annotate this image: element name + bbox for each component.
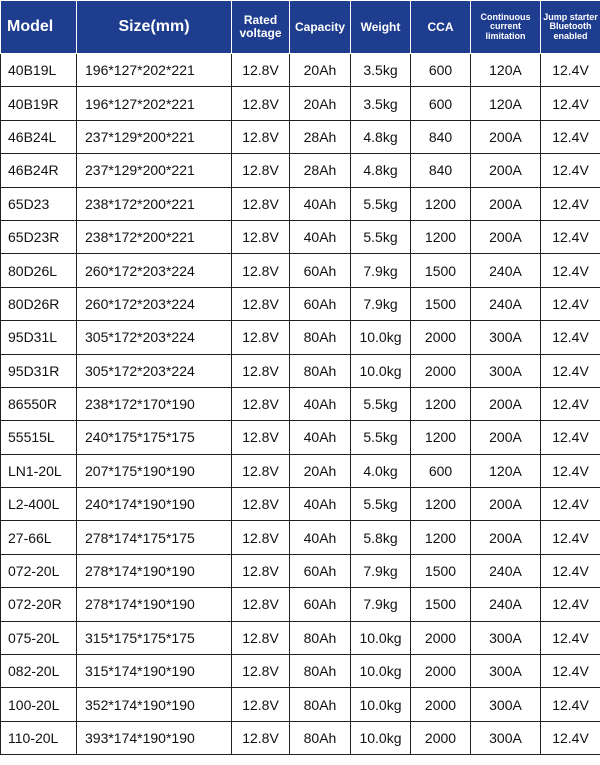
table-row [1,554,600,587]
cell-cca: 1200 [411,387,471,420]
cell-size: 260*172*203*224 [77,254,232,287]
cell-cca: 1200 [411,521,471,554]
cell-capacity: 40Ah [290,387,351,420]
cell-size: 278*174*190*190 [77,588,232,621]
cell-cca: 1500 [411,554,471,587]
cell-capacity: 40Ah [290,421,351,454]
cell-rated-voltage: 12.8V [232,621,290,654]
cell-model: 072-20L [1,554,77,587]
cell-model: 27-66L [1,521,77,554]
cell-cca: 1200 [411,421,471,454]
cell-capacity: 28Ah [290,120,351,153]
table-body [1,54,600,755]
cell-model: 40B19L [1,54,77,87]
cell-capacity: 60Ah [290,588,351,621]
cell-continuous-current: 240A [471,588,541,621]
cell-jump-starter: 12.4V [541,287,600,320]
cell-rated-voltage: 12.8V [232,54,290,87]
cell-continuous-current: 200A [471,521,541,554]
cell-size: 196*127*202*221 [77,54,232,87]
cell-continuous-current: 300A [471,688,541,721]
cell-model: 100-20L [1,688,77,721]
cell-cca: 600 [411,454,471,487]
cell-rated-voltage: 12.8V [232,87,290,120]
cell-weight: 7.9kg [351,254,411,287]
cell-continuous-current: 300A [471,655,541,688]
cell-model: 65D23R [1,220,77,253]
cell-model: LN1-20L [1,454,77,487]
cell-rated-voltage: 12.8V [232,387,290,420]
cell-weight: 10.0kg [351,354,411,387]
cell-cca: 1500 [411,588,471,621]
header-rated-voltage: Rated voltage [232,1,290,54]
cell-size: 238*172*170*190 [77,387,232,420]
cell-cca: 840 [411,120,471,153]
header-row [1,1,600,54]
cell-jump-starter: 12.4V [541,321,600,354]
cell-model: 86550R [1,387,77,420]
cell-capacity: 20Ah [290,54,351,87]
cell-jump-starter: 12.4V [541,621,600,654]
cell-continuous-current: 300A [471,321,541,354]
cell-rated-voltage: 12.8V [232,321,290,354]
cell-model: 110-20L [1,721,77,754]
cell-cca: 2000 [411,688,471,721]
cell-capacity: 80Ah [290,354,351,387]
cell-cca: 2000 [411,721,471,754]
cell-size: 260*172*203*224 [77,287,232,320]
cell-capacity: 40Ah [290,187,351,220]
cell-weight: 10.0kg [351,655,411,688]
cell-continuous-current: 200A [471,187,541,220]
cell-rated-voltage: 12.8V [232,287,290,320]
cell-cca: 600 [411,87,471,120]
cell-weight: 3.5kg [351,54,411,87]
cell-jump-starter: 12.4V [541,588,600,621]
cell-model: 65D23 [1,187,77,220]
cell-continuous-current: 200A [471,421,541,454]
table-row [1,387,600,420]
cell-rated-voltage: 12.8V [232,254,290,287]
cell-model: 55515L [1,421,77,454]
cell-weight: 3.5kg [351,87,411,120]
cell-jump-starter: 12.4V [541,554,600,587]
cell-cca: 2000 [411,655,471,688]
cell-continuous-current: 120A [471,454,541,487]
cell-rated-voltage: 12.8V [232,354,290,387]
cell-jump-starter: 12.4V [541,387,600,420]
cell-cca: 2000 [411,321,471,354]
cell-jump-starter: 12.4V [541,521,600,554]
cell-capacity: 80Ah [290,655,351,688]
header-weight: Weight [351,1,411,54]
cell-continuous-current: 200A [471,488,541,521]
table-row [1,187,600,220]
cell-weight: 7.9kg [351,287,411,320]
header-capacity: Capacity [290,1,351,54]
cell-model: 40B19R [1,87,77,120]
cell-rated-voltage: 12.8V [232,421,290,454]
cell-weight: 4.8kg [351,154,411,187]
cell-weight: 5.5kg [351,220,411,253]
cell-capacity: 40Ah [290,220,351,253]
cell-capacity: 80Ah [290,721,351,754]
cell-jump-starter: 12.4V [541,655,600,688]
cell-continuous-current: 300A [471,721,541,754]
table-row [1,688,600,721]
cell-capacity: 40Ah [290,488,351,521]
cell-capacity: 60Ah [290,287,351,320]
cell-rated-voltage: 12.8V [232,554,290,587]
cell-size: 352*174*190*190 [77,688,232,721]
table-row [1,220,600,253]
cell-rated-voltage: 12.8V [232,588,290,621]
table-header [1,1,600,54]
cell-continuous-current: 200A [471,220,541,253]
header-jump-starter: Jump starter Bluetooth enabled [541,1,600,54]
cell-cca: 2000 [411,621,471,654]
cell-continuous-current: 120A [471,54,541,87]
table-row [1,588,600,621]
cell-jump-starter: 12.4V [541,120,600,153]
cell-rated-voltage: 12.8V [232,120,290,153]
cell-continuous-current: 200A [471,154,541,187]
cell-model: 80D26L [1,254,77,287]
cell-model: 80D26R [1,287,77,320]
cell-weight: 4.8kg [351,120,411,153]
table-row [1,321,600,354]
cell-jump-starter: 12.4V [541,187,600,220]
header-cca: CCA [411,1,471,54]
cell-capacity: 20Ah [290,87,351,120]
cell-rated-voltage: 12.8V [232,488,290,521]
table-row [1,421,600,454]
cell-jump-starter: 12.4V [541,54,600,87]
cell-jump-starter: 12.4V [541,688,600,721]
cell-cca: 600 [411,54,471,87]
table-row [1,721,600,754]
cell-size: 305*172*203*224 [77,321,232,354]
cell-rated-voltage: 12.8V [232,655,290,688]
table-row [1,87,600,120]
cell-cca: 1200 [411,187,471,220]
cell-rated-voltage: 12.8V [232,454,290,487]
cell-size: 315*174*190*190 [77,655,232,688]
cell-weight: 7.9kg [351,588,411,621]
cell-rated-voltage: 12.8V [232,521,290,554]
cell-weight: 5.5kg [351,387,411,420]
cell-continuous-current: 240A [471,554,541,587]
table-row [1,655,600,688]
cell-model: 075-20L [1,621,77,654]
cell-capacity: 80Ah [290,621,351,654]
cell-size: 237*129*200*221 [77,154,232,187]
cell-weight: 5.5kg [351,421,411,454]
table-row [1,354,600,387]
cell-model: 46B24R [1,154,77,187]
table-row [1,621,600,654]
cell-size: 278*174*190*190 [77,554,232,587]
cell-capacity: 60Ah [290,254,351,287]
cell-cca: 2000 [411,354,471,387]
cell-weight: 10.0kg [351,621,411,654]
cell-rated-voltage: 12.8V [232,688,290,721]
cell-jump-starter: 12.4V [541,421,600,454]
cell-model: 95D31L [1,321,77,354]
cell-capacity: 80Ah [290,688,351,721]
cell-size: 393*174*190*190 [77,721,232,754]
cell-jump-starter: 12.4V [541,154,600,187]
cell-jump-starter: 12.4V [541,488,600,521]
cell-cca: 1500 [411,287,471,320]
cell-size: 315*175*175*175 [77,621,232,654]
cell-continuous-current: 200A [471,387,541,420]
cell-size: 237*129*200*221 [77,120,232,153]
header-continuous-current: Continuous current limitation [471,1,541,54]
cell-size: 207*175*190*190 [77,454,232,487]
table-row [1,454,600,487]
table-row [1,488,600,521]
table-row [1,54,600,87]
cell-size: 240*175*175*175 [77,421,232,454]
cell-weight: 5.5kg [351,187,411,220]
table-row [1,254,600,287]
cell-jump-starter: 12.4V [541,220,600,253]
cell-weight: 10.0kg [351,721,411,754]
cell-capacity: 20Ah [290,454,351,487]
table-row [1,120,600,153]
cell-model: 072-20R [1,588,77,621]
cell-cca: 1200 [411,488,471,521]
cell-jump-starter: 12.4V [541,87,600,120]
cell-weight: 10.0kg [351,321,411,354]
cell-size: 196*127*202*221 [77,87,232,120]
cell-capacity: 80Ah [290,321,351,354]
cell-jump-starter: 12.4V [541,454,600,487]
table-row [1,154,600,187]
cell-capacity: 40Ah [290,521,351,554]
header-size: Size(mm) [77,1,232,54]
cell-rated-voltage: 12.8V [232,187,290,220]
cell-continuous-current: 240A [471,254,541,287]
table-row [1,521,600,554]
cell-weight: 5.5kg [351,488,411,521]
cell-rated-voltage: 12.8V [232,220,290,253]
cell-cca: 1200 [411,220,471,253]
cell-continuous-current: 200A [471,120,541,153]
cell-size: 238*172*200*221 [77,187,232,220]
cell-rated-voltage: 12.8V [232,721,290,754]
cell-weight: 7.9kg [351,554,411,587]
cell-jump-starter: 12.4V [541,721,600,754]
cell-model: 46B24L [1,120,77,153]
cell-jump-starter: 12.4V [541,354,600,387]
cell-model: 082-20L [1,655,77,688]
cell-capacity: 60Ah [290,554,351,587]
cell-size: 305*172*203*224 [77,354,232,387]
cell-rated-voltage: 12.8V [232,154,290,187]
cell-size: 238*172*200*221 [77,220,232,253]
cell-cca: 1500 [411,254,471,287]
cell-continuous-current: 300A [471,354,541,387]
cell-weight: 5.8kg [351,521,411,554]
cell-size: 240*174*190*190 [77,488,232,521]
cell-capacity: 28Ah [290,154,351,187]
cell-continuous-current: 240A [471,287,541,320]
cell-weight: 10.0kg [351,688,411,721]
cell-cca: 840 [411,154,471,187]
cell-jump-starter: 12.4V [541,254,600,287]
cell-weight: 4.0kg [351,454,411,487]
cell-continuous-current: 120A [471,87,541,120]
cell-model: 95D31R [1,354,77,387]
cell-model: L2-400L [1,488,77,521]
cell-continuous-current: 300A [471,621,541,654]
header-model: Model [1,1,77,54]
cell-size: 278*174*175*175 [77,521,232,554]
table-row [1,287,600,320]
